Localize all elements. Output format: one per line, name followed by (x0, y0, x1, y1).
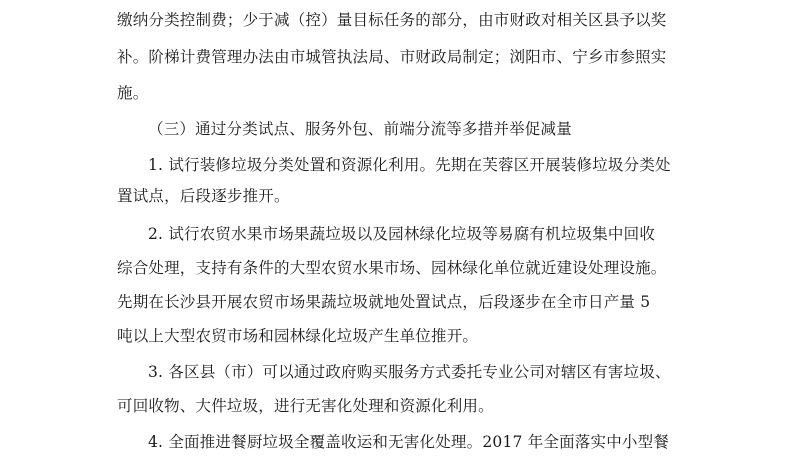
paragraph-line: 4. 全面推进餐厨垃圾全覆盖收运和无害化处理。2017 年全面落实中小型餐 (148, 433, 669, 451)
paragraph-line: 先期在长沙县开展农贸市场果蔬垃圾就地处置试点，后段逐步在全市日产量 5 (117, 293, 651, 311)
paragraph-line: 施。 (117, 84, 149, 102)
paragraph-line: 补。阶梯计费管理办法由市城管执法局、市财政局制定；浏阳市、宁乡市参照实 (117, 48, 667, 66)
paragraph-line: 2. 试行农贸水果市场果蔬垃圾以及园林绿化垃圾等易腐有机垃圾集中回收 (148, 225, 656, 243)
paragraph-line: 可回收物、大件垃圾，进行无害化处理和资源化利用。 (117, 397, 494, 415)
paragraph-line: 置试点，后段逐步推开。 (117, 187, 290, 205)
paragraph-line: 吨以上大型农贸市场和园林绿化垃圾产生单位推开。 (117, 327, 479, 345)
paragraph-line: 缴纳分类控制费；少于减（控）量目标任务的部分，由市财政对相关区县予以奖 (117, 11, 667, 29)
paragraph-line: 综合处理，支持有条件的大型农贸水果市场、园林绿化单位就近建设处理设施。 (117, 259, 667, 277)
paragraph-line: 3. 各区县（市）可以通过政府购买服务方式委托专业公司对辖区有害垃圾、 (148, 363, 671, 381)
paragraph-line: 1. 试行装修垃圾分类处置和资源化利用。先期在芙蓉区开展装修垃圾分类处 (148, 156, 671, 174)
section-heading: （三）通过分类试点、服务外包、前端分流等多措并举促减量 (148, 120, 572, 138)
